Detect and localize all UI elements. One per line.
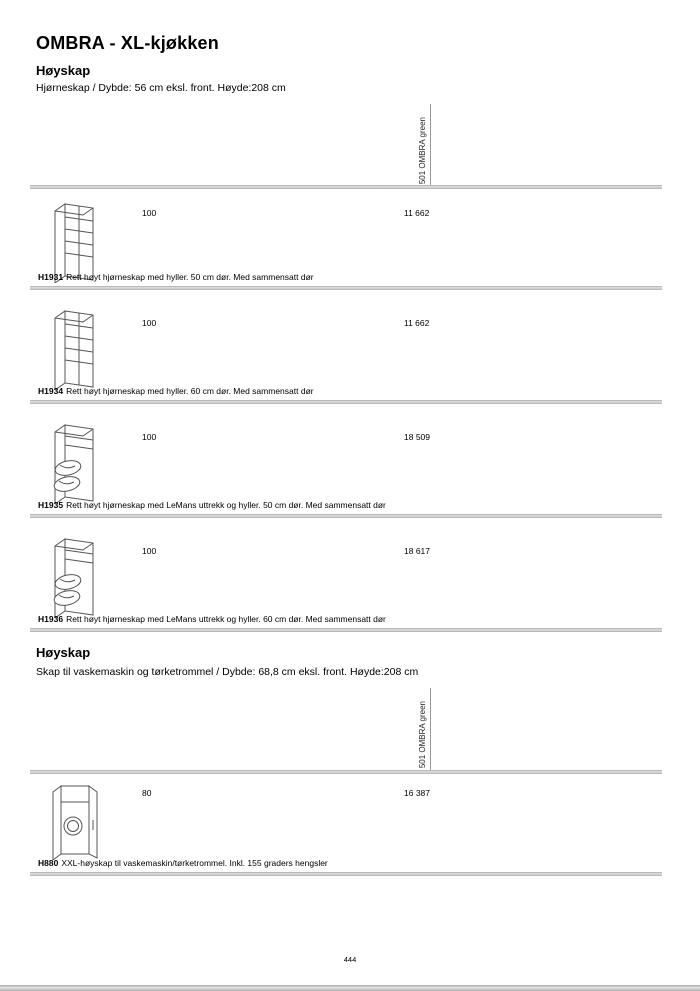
separator-bar: [30, 872, 662, 876]
tall-corner-cabinet-shelves-illustration: [48, 197, 100, 283]
product-price: 18 509: [404, 432, 430, 442]
product-quantity: 100: [142, 546, 157, 556]
tall-corner-cabinet-shelves-illustration: [48, 304, 100, 390]
section-heading: Høyskap: [36, 63, 91, 78]
page-title: OMBRA - XL-kjøkken: [36, 33, 219, 53]
product-quantity: 100: [142, 208, 157, 218]
product-caption: [38, 272, 314, 282]
page-number: 444: [343, 955, 357, 964]
product-price: 18 617: [404, 546, 430, 556]
product-caption: [38, 858, 328, 868]
product-price: 16 387: [404, 788, 430, 798]
section-heading: Høyskap: [36, 645, 91, 660]
product-quantity: 100: [142, 318, 157, 328]
product-quantity: 100: [142, 432, 157, 442]
product-row: [30, 518, 662, 632]
tall-corner-cabinet-lemans-illustration: [48, 418, 100, 504]
product-quantity: 80: [142, 788, 152, 798]
product-description: Rett høyt hjørneskap med LeMans uttrekk og hyller. 50 cm dør. Med sammensatt dør: [66, 500, 386, 510]
product-code: H1931: [38, 272, 64, 282]
product-price: 11 662: [404, 208, 430, 218]
product-code: H1934: [38, 386, 64, 396]
separator-bar: [30, 628, 662, 632]
product-caption: [38, 614, 386, 624]
product-description: Rett høyt hjørneskap med hyller. 60 cm dør. Med sammensatt dør: [66, 386, 314, 396]
page-bottom-bar: [0, 985, 700, 991]
product-caption: [38, 386, 314, 396]
price-column-header-label: 501 OMBRA green: [418, 700, 427, 768]
product-description: Rett høyt hjørneskap med LeMans uttrekk og hyller. 60 cm dør. Med sammensatt dør: [66, 614, 386, 624]
product-row: [30, 774, 662, 876]
tall-corner-cabinet-lemans-illustration: [48, 532, 100, 618]
product-price: 11 662: [404, 318, 430, 328]
section-subheading: Skap til vaskemaskin og tørketrommel / Dybde: 68,8 cm eksl. front. Høyde:208 cm: [36, 666, 419, 678]
washer-dryer-cabinet-illustration: [45, 780, 103, 860]
section-subheading: Hjørneskap / Dybde: 56 cm eksl. front. Høyde:208 cm: [36, 82, 286, 94]
product-code: H1936: [38, 614, 64, 624]
product-code: H1935: [38, 500, 64, 510]
price-column-header: [407, 688, 431, 770]
price-column-header: [407, 104, 431, 186]
product-description: Rett høyt hjørneskap med hyller. 50 cm dør. Med sammensatt dør: [66, 272, 314, 282]
product-row: [30, 189, 662, 290]
price-column-header-label: 501 OMBRA green: [418, 116, 427, 184]
product-code: H880: [38, 858, 59, 868]
product-row: [30, 404, 662, 518]
product-row: [30, 290, 662, 404]
product-description: XXL-høyskap til vaskemaskin/tørketrommel. Inkl. 155 graders hengsler: [61, 858, 328, 868]
product-caption: [38, 500, 386, 510]
